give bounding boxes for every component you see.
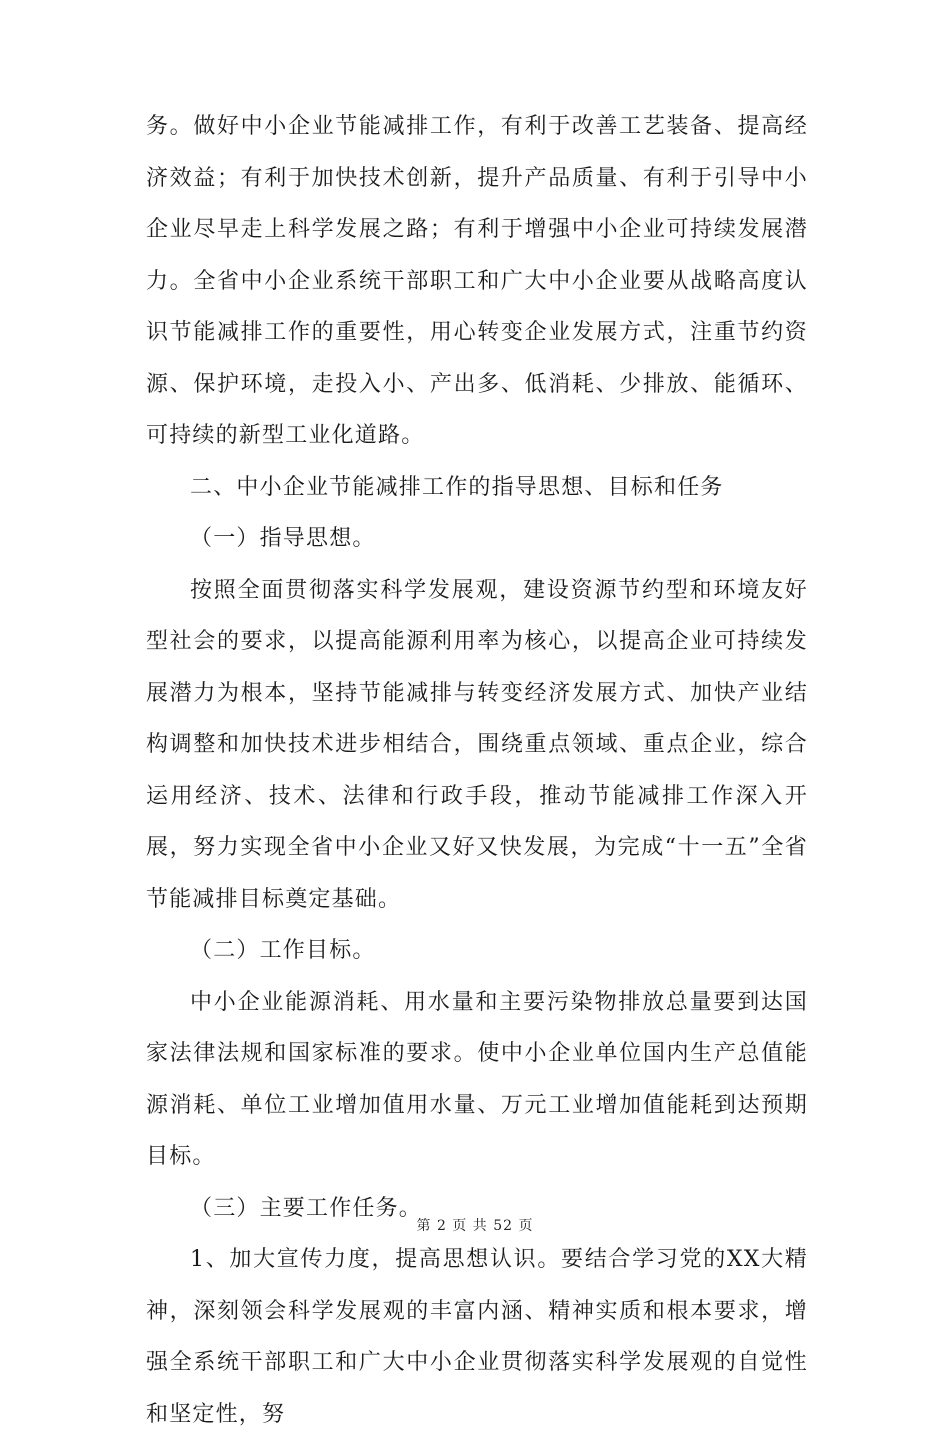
subsection-heading: （三）主要工作任务。 <box>190 1195 423 1221</box>
subsection-heading: （一）指导思想。 <box>190 526 376 551</box>
paragraph: 中小企业能源消耗、用水量和主要污染物排放总量要到达国家法律法规和国家标准的要求。使中小企业单位国内生产总值能源消耗、单位工业增加值用水量、万元工业增加值能耗到达预期目标。 <box>146 989 808 1169</box>
document-body <box>146 101 808 1440</box>
paragraph: 按照全面贯彻落实科学发展观，建设资源节约型和环境友好型社会的要求，以提高能源利用率为核心，以提高企业可持续发展潜力为根本，坚持节能减排与转变经济发展方式、加快产业结构调整和加快技术进步相结合，围绕重点领域、重点企业，综合运用经济、技术、法律和行政手段，推动节能减排工作深入开展，努力实现全省中小企业又好又快发展，为完成“十一五”全省节能减排目标奠定基础。 <box>146 577 808 912</box>
paragraph: 1、加大宣传力度，提高思想认识。要结合学习党的XX大精神，深刻领会科学发展观的丰富内涵、精神实质和根本要求，增强全系统干部职工和广大中小企业贯彻落实科学发展观的自觉性和坚定性，努 <box>146 1247 808 1427</box>
paragraph-continuation: 务。做好中小企业节能减排工作，有利于改善工艺装备、提高经济效益；有利于加快技术创新，提升产品质量、有利于引导中小企业尽早走上科学发展之路；有利于增强中小企业可持续发展潜力。全省中小企业系统干部职工和广大中小企业要从战略高度认识节能减排工作的重要性，用心转变企业发展方式，注重节约资源、保护环境，走投入小、产出多、低消耗、少排放、能循环、可持续的新型工业化道路。 <box>146 114 808 448</box>
page-footer <box>0 1215 950 1235</box>
subsection-heading: （二）工作目标。 <box>190 938 376 963</box>
page-number-label: 第 2 页 共 52 页 <box>416 1218 534 1234</box>
section-heading: 二、中小企业节能减排工作的指导思想、目标和任务 <box>190 474 724 500</box>
